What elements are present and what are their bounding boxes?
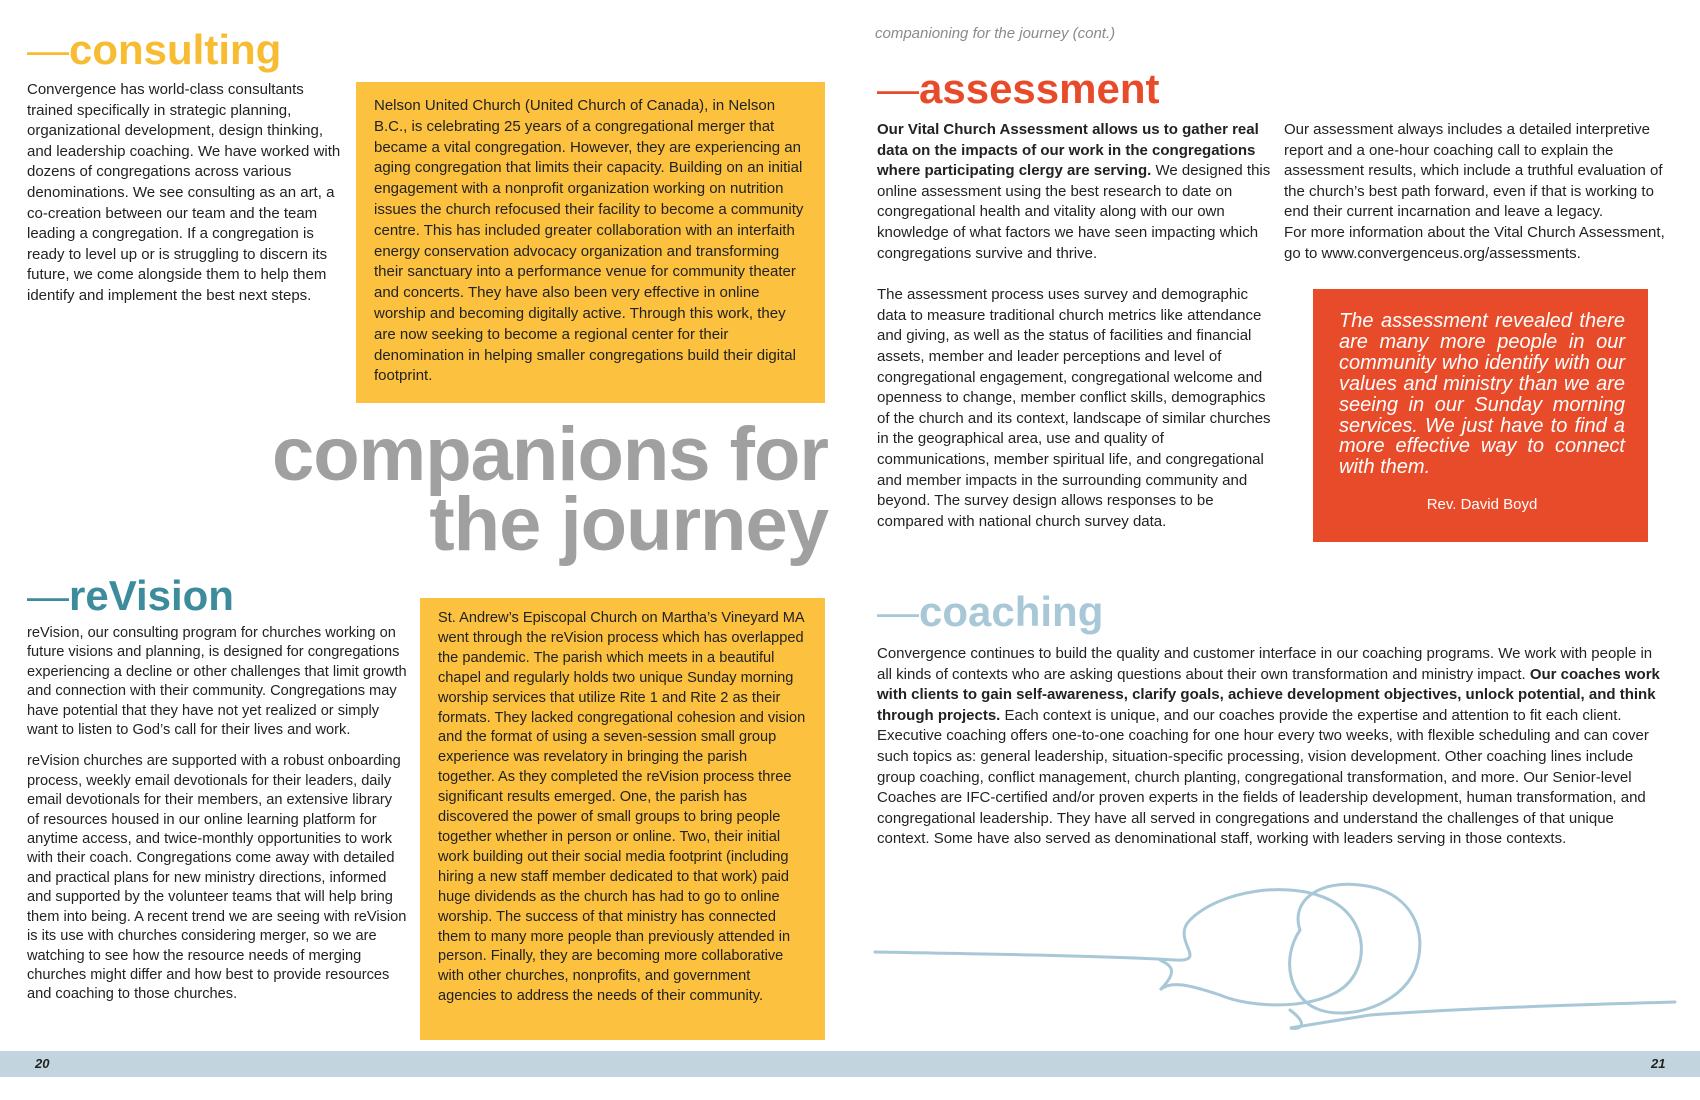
assessment-lead (877, 120, 1272, 264)
assessment-lead-bold: Our Vital Church Assessment allows us to gather real data on the impacts of our work in the congregations where participating clergy are serving. (877, 121, 1259, 180)
pull-quote-box (1313, 289, 1648, 542)
revision-para1: reVision, our consulting program for churches working on future visions and planning, is designed for congregations experiencing a decline or other challenges that limit growth and connection with their community. Congregations may have potential that they have not yet realized or simply want to listen to God’s call for their lives and work. (27, 625, 407, 739)
assessment-heading-text: assessment (919, 65, 1160, 112)
coaching-heading (877, 588, 1103, 636)
heading-dash: — (27, 26, 69, 73)
assessment-col2 (1284, 120, 1674, 264)
page-number-left: 20 (35, 1056, 50, 1071)
assessment-lead-rest: We designed this online assessment using the best research to date on congregational health and vitality along with our own knowledge of what factors we have seen impacting which congregations survive and thrive. (877, 162, 1271, 262)
consulting-body: Convergence has world-class consultants trained specifically in strategic planning, organizational development, design thinking, and leadership coaching. We have worked with dozens of congregations across various denominations. We see consulting as an art, a co-creation between our team and the team leading a congregation. If a congregation is ready to level up or is struggling to discern its future, we come alongside them to help them identify and implement the best next steps. (27, 81, 341, 304)
pull-quote-text: The assessment revealed there are many more people in our community who identify with our values and ministry than we are seeing in our Sunday morning services. We just have to find a more effective way to connect with them. (1339, 310, 1625, 479)
running-head: companioning for the journey (cont.) (875, 25, 1116, 42)
consulting-heading (27, 26, 281, 74)
coaching-text1: Convergence continues to build the quality and customer interface in our coaching programs. We work with people in all kinds of contexts who are asking questions about their own transformation and ministry impact. (877, 645, 1653, 683)
heading-dash: — (27, 572, 69, 619)
consulting-heading-text: consulting (69, 26, 282, 73)
assessment-more-info: For more information about the Vital Church Assessment, go to www.convergenceus.org/assessments. (1284, 223, 1665, 262)
revision-body (27, 624, 407, 1005)
consulting-case-study-text: Nelson United Church (United Church of Canada), in Nelson B.C., is celebrating 25 years of a congregational merger that became a vital congregation. However, they are experiencing an aging congregation that limits their capacity. Building on an initial engagement with a nonprofit organization working on nutrition issues the church refocused their facility to become a community centre. This has included greater collaboration with an interfaith energy conservation advocacy organization and transforming their sanctuary into a performance venue for community theater and concerts. They have also been very effective in online worship and becoming digitally active. Through this work, they are now seeking to become a regional center for their denomination in helping smaller congregations build their digital footprint. (374, 97, 804, 385)
speech-bubbles-illustration (870, 860, 1680, 1040)
assessment-heading (877, 65, 1160, 113)
coaching-body (877, 644, 1667, 850)
assessment-col1 (877, 120, 1272, 532)
page-title-line2: the journey (429, 482, 828, 567)
footer-bar (0, 1051, 1700, 1077)
revision-case-study-text: St. Andrew’s Episcopal Church on Martha’s Vineyard MA went through the reVision process which has overlapped the pandemic. The parish which meets in a beautiful chapel and regularly holds two unique Sunday morning worship services that utilize Rite 1 and Rite 2 as their formats. They lacked congregational cohesion and vision and the format of using a seven-session small group experience was revelatory in bringing the parish together. As they completed the reVision process three significant results emerged. One, the parish has discovered the power of small groups to bring people together whether in person or online. Two, their initial work building out their social media footprint (including hiring a new staff member dedicated to that work) paid huge dividends as the church has had to go to online worship. The success of that ministry has connected them to many more people than previously attended in person. Finally, they are becoming more collaborative with other churches, nonprofits, and government agencies to address the needs of their community. (438, 610, 806, 1005)
page-number-right: 21 (1651, 1056, 1666, 1071)
revision-para2: reVision churches are supported with a robust onboarding process, weekly email devotionals for their leaders, daily email devotionals for their members, an extensive library of resources housed in our online learning platform for anytime access, and twice-monthly opportunities to work with their coach. Congregations come away with detailed and practical plans for new ministry directions, informed and supported by the volunteer teams that will help bring them into being. A recent trend we are seeing with reVision is its use with churches considering merger, so we are watching to see how the resource needs of merging churches might differ and how best to provide resources and coaching to those churches. (27, 753, 407, 1003)
coaching-heading-text: coaching (919, 588, 1104, 635)
pull-quote-author: Rev. David Boyd (1426, 496, 1538, 514)
revision-heading (27, 572, 234, 620)
heading-dash: — (877, 65, 919, 112)
heading-dash: — (877, 588, 919, 635)
page-title-line1: companions for (271, 412, 828, 497)
assessment-para2: The assessment process uses survey and demographic data to measure traditional church metrics like attendance and giving, as well as the status of facilities and financial assets, member and leader perceptions and level of congregational engagement, congregational welcome and openness to change, member conflict skills, demographics of the church and its context, landscape of similar churches in the geographical area, use and quality of communications, member spiritual life, and congregational and member impacts in the surrounding community and beyond. The survey design allows responses to be compared with national church survey data. (877, 286, 1271, 530)
coaching-bold: Our coaches work with clients to gain self-awareness, clarify goals, achieve development objectives, unlock potential, and think through projects. (877, 665, 1660, 724)
page-title (200, 412, 828, 567)
revision-case-study-box (420, 598, 825, 1040)
coaching-text2: Each context is unique, and our coaches provide the expertise and attention to fit each client. Executive coaching offers one-to-one coaching for one hour every two weeks, with flexible scheduling and can cover such topics as: general leadership, situation-specific processing, vision development. Other coaching lines include group coaching, conflict management, church planting, congregational transformation, and more. Our Senior-level Coaches are IFC-certified and/or proven experts in the fields of leadership development, human transformation, and congregational leadership. They have all served in congregations and understand the challenges of that unique context. Some have also served as denominational staff, working with leaders serving in those contexts. (877, 706, 1649, 848)
assessment-col2-text: Our assessment always includes a detailed interpretive report and a one-hour coaching call to explain the assessment results, which include a truthful evaluation of the church’s best path forward, even if that is working to end their current incarnation and leave a legacy. (1284, 121, 1663, 221)
revision-heading-text: reVision (69, 572, 234, 619)
consulting-case-study-box (356, 82, 825, 403)
